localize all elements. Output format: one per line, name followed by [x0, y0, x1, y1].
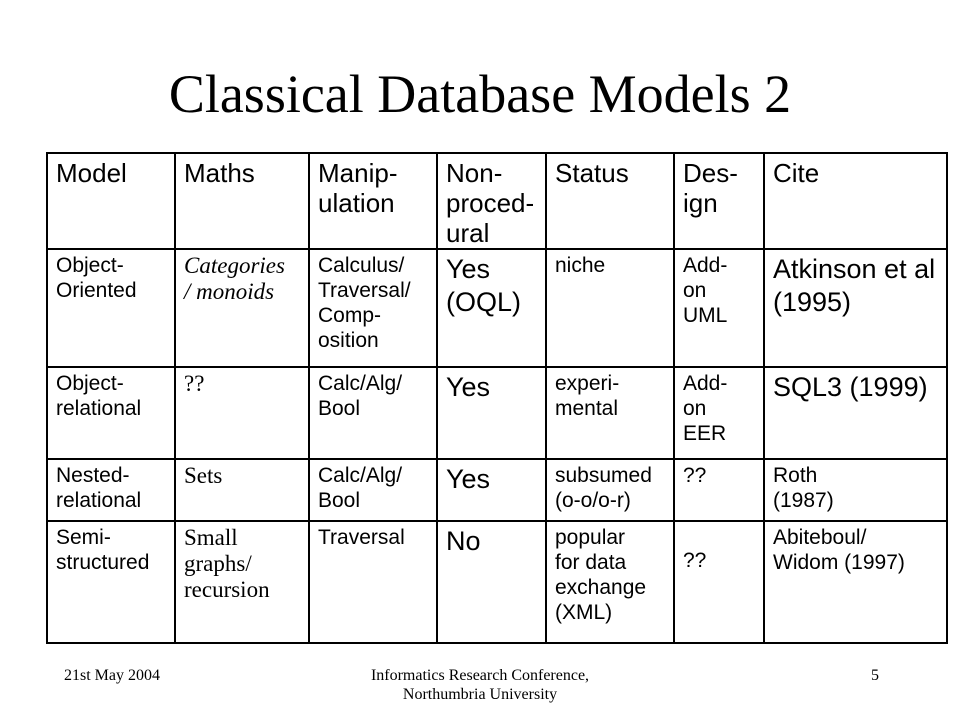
header-status: Status: [546, 153, 674, 249]
cell-non-procedural: Yes: [437, 459, 546, 521]
slide-number: 5: [871, 667, 879, 684]
footer-event: Informatics Research Conference, Northumbria University: [370, 667, 590, 703]
cell-cite: Roth (1987): [764, 459, 947, 521]
cell-cite: Atkinson et al (1995): [764, 249, 947, 367]
table-row: [47, 367, 947, 459]
table-row: [47, 459, 947, 521]
cell-cite: Abiteboul/ Widom (1997): [764, 521, 947, 643]
cell-cite: SQL3 (1999): [764, 367, 947, 459]
header-cite: Cite: [764, 153, 947, 249]
cell-non-procedural: No: [437, 521, 546, 643]
slide-title: Classical Database Models 2: [168, 64, 792, 124]
table-row: [47, 249, 947, 367]
cell-model: Object- Oriented: [47, 249, 175, 367]
cell-design: ??: [674, 459, 764, 521]
header-maths: Maths: [175, 153, 309, 249]
cell-design: Add- on EER: [674, 367, 764, 459]
header-design: Des- ign: [674, 153, 764, 249]
cell-model: Object- relational: [47, 367, 175, 459]
header-row: [47, 153, 947, 249]
cell-manipulation: Calc/Alg/ Bool: [309, 459, 437, 521]
cell-maths: ??: [175, 367, 309, 459]
cell-model: Nested- relational: [47, 459, 175, 521]
footer-date: 21st May 2004: [64, 667, 160, 684]
cell-status: popular for data exchange (XML): [546, 521, 674, 643]
cell-manipulation: Traversal: [309, 521, 437, 643]
cell-manipulation: Calc/Alg/ Bool: [309, 367, 437, 459]
header-model: Model: [47, 153, 175, 249]
header-manipulation: Manip- ulation: [309, 153, 437, 249]
cell-model: Semi- structured: [47, 521, 175, 643]
table-row: [47, 521, 947, 643]
cell-maths: Categories / monoids: [175, 249, 309, 367]
cell-non-procedural: Yes (OQL): [437, 249, 546, 367]
cell-maths: Sets: [175, 459, 309, 521]
database-models-table: [46, 152, 948, 644]
cell-manipulation: Calculus/ Traversal/ Comp- osition: [309, 249, 437, 367]
header-non-procedural: Non- proced- ural: [437, 153, 546, 249]
cell-status: niche: [546, 249, 674, 367]
cell-status: experi- mental: [546, 367, 674, 459]
cell-non-procedural: Yes: [437, 367, 546, 459]
cell-status: subsumed (o-o/o-r): [546, 459, 674, 521]
cell-maths: Small graphs/ recursion: [175, 521, 309, 643]
cell-design: Add- on UML: [674, 249, 764, 367]
cell-design: ??: [674, 521, 764, 643]
